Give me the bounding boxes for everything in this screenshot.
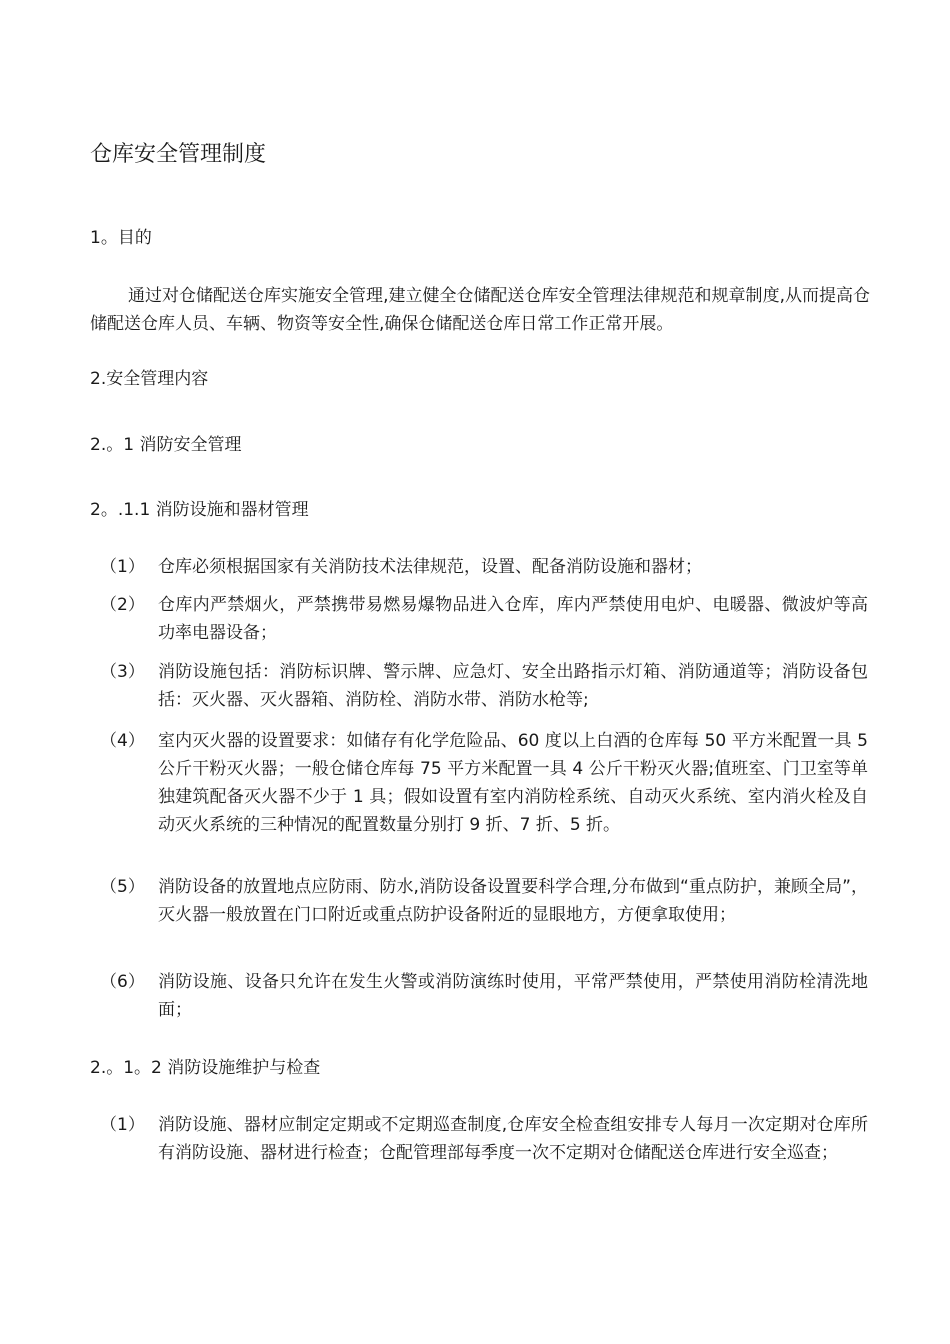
section-heading-fire-equipment: 2。.1.1 消防设施和器材管理: [90, 500, 309, 520]
list-item-number: （1）: [100, 557, 145, 577]
list-item-text: 消防设备的放置地点应防雨、防水,消防设备设置要科学合理,分布做到“重点防护，兼顾全局”，灭火器一般放置在门口附近或重点防护设备附近的显眼地方，方便拿取使用；: [158, 877, 868, 925]
list-item: [90, 658, 870, 714]
list-item-text: 消防设施、器材应制定定期或不定期巡查制度,仓库安全检查组安排专人每月一次定期对仓库所有消防设施、器材进行检查；仓配管理部每季度一次不定期对仓储配送仓库进行安全巡查；: [158, 1115, 868, 1163]
purpose-paragraph: 通过对仓储配送仓库实施安全管理,建立健全仓储配送仓库安全管理法律规范和规章制度,从而提高仓储配送仓库人员、车辆、物资等安全性,确保仓储配送仓库日常工作正常开展。: [90, 286, 870, 334]
list-item: [90, 873, 870, 929]
list-item-number: （3）: [100, 662, 145, 682]
list-item: [90, 553, 870, 581]
list-item-number: （5）: [100, 877, 145, 897]
list-item-number: （2）: [100, 595, 145, 615]
list-item-number: （6）: [100, 972, 145, 992]
list-item: [90, 591, 870, 647]
list-item: [90, 727, 870, 839]
list-item-number: （1）: [100, 1115, 145, 1135]
section-heading-fire-maintenance: 2.。1。2 消防设施维护与检查: [90, 1058, 321, 1078]
document-title: 仓库安全管理制度: [90, 142, 267, 167]
list-item: [90, 1111, 870, 1167]
list-item-text: 消防设施、设备只允许在发生火警或消防演练时使用，平常严禁使用，严禁使用消防栓清洗地面；: [158, 972, 868, 1020]
list-item-text: 仓库必须根据国家有关消防技术法律规范，设置、配备消防设施和器材；: [158, 557, 702, 577]
list-item-text: 室内灭火器的设置要求：如储存有化学危险品、60 度以上白酒的仓库每 50 平方米配置一具 5 公斤干粉灭火器；一般仓储仓库每 75 平方米配置一具 4 公斤干粉灭火器;值班室、门卫室等单独建筑配备灭火器不少于 1 具；假如设置有室内消防栓系统、自动灭火系统、室内消火栓及自动灭火系统的三种情况的配置数量分别打 9 折、7 折、5 折。: [158, 731, 868, 835]
section-heading-safety-content: 2.安全管理内容: [90, 369, 209, 389]
list-item-text: 消防设施包括：消防标识牌、警示牌、应急灯、安全出路指示灯箱、消防通道等；消防设备包括：灭火器、灭火器箱、消防栓、消防水带、消防水枪等;: [158, 662, 868, 710]
section-heading-fire-safety: 2.。1 消防安全管理: [90, 435, 242, 455]
list-item-number: （4）: [100, 731, 145, 751]
list-item: [90, 968, 870, 1024]
list-item-text: 仓库内严禁烟火，严禁携带易燃易爆物品进入仓库，库内严禁使用电炉、电暖器、微波炉等高功率电器设备；: [158, 595, 868, 643]
section-heading-purpose: 1。目的: [90, 228, 152, 248]
